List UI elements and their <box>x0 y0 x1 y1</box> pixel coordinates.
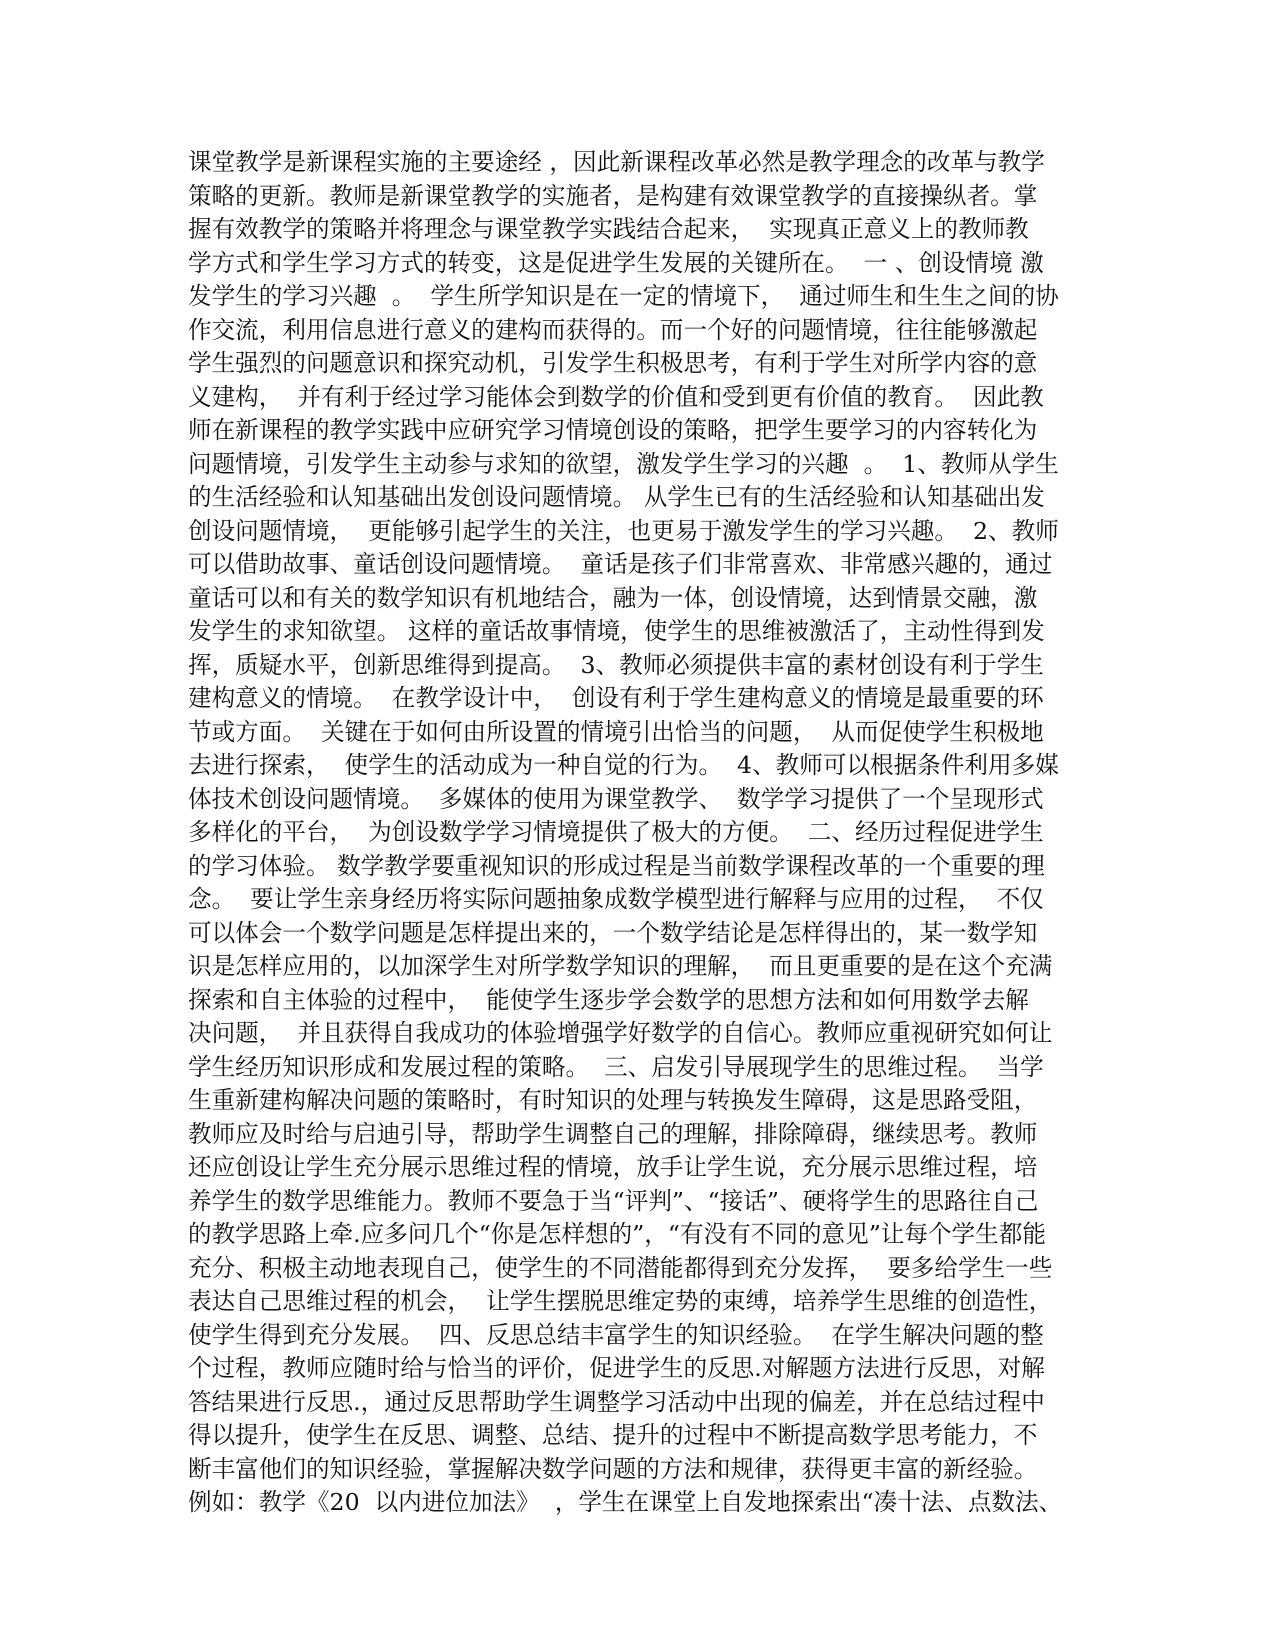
text-line: 策略的更新。教师是新课堂教学的实施者，是构建有效课堂教学的直接操纵者。掌 <box>188 181 1038 210</box>
text-line: 个过程，教师应随时给与恰当的评价，促进学生的反思.对解题方法进行反思，对解 <box>188 1354 1045 1382</box>
text-line: 生重新建构解决问题的策略时，有时知识的处理与转换发生障碍，这是思路受阻， <box>188 1086 1038 1114</box>
text-line: 体技术创设问题情境。 多媒体的使用为课堂教学、 数学学习提供了一个呈现形式 <box>188 784 1044 813</box>
text-line: 还应创设让学生充分展示思维过程的情境，放手让学生说，充分展示思维过程，培 <box>188 1153 1038 1181</box>
text-line: 作交流，利用信息进行意义的建构而获得的。而一个好的问题情境，往往能够激起 <box>188 315 1038 344</box>
text-line: 童话可以和有关的数学知识有机地结合，融为一体，创设情境，达到情景交融，激 <box>188 583 1038 612</box>
text-line: 学生经历知识形成和发展过程的策略。 三、启发引导展现学生的思维过程。 当学 <box>188 1052 1044 1081</box>
text-line: 探索和自主体验的过程中， 能使学生逐步学会数学的思想方法和如何用数学去解 <box>188 985 1029 1014</box>
text-line: 发学生的学习兴趣 。 学生所学知识是在一定的情境下， 通过师生和生生之间的协 <box>188 282 1059 310</box>
text-line: 握有效教学的策略并将理念与课堂教学实践结合起来， 实现真正意义上的教师教 <box>188 215 1029 243</box>
text-line: 建构意义的情境。 在教学设计中， 创设有利于学生建构意义的情境是最重要的环 <box>188 684 1044 712</box>
body-text <box>188 146 1088 1520</box>
text-line: 的教学思路上牵.应多问几个“你是怎样想的”，“有没有不同的意见”让每个学生都能 <box>188 1220 1046 1248</box>
text-line: 课堂教学是新课程实施的主要途经 ，因此新课程改革必然是教学理念的改革与教学 <box>188 148 1045 176</box>
text-line: 识是怎样应用的，以加深学生对所学数学知识的理解， 而且更重要的是在这个充满 <box>188 952 1053 980</box>
text-line: 去进行探索， 使学生的活动成为一种自觉的行为。 4、教师可以根据条件利用多媒 <box>188 751 1059 779</box>
text-line: 可以借助故事、童话创设问题情境。 童话是孩子们非常喜欢、非常感兴趣的，通过 <box>188 550 1053 578</box>
text-line: 学方式和学生学习方式的转变，这是促进学生发展的关键所在。 一 、创设情境 激 <box>188 248 1044 277</box>
text-line: 学生强烈的问题意识和探究动机，引发学生积极思考，有利于学生对所学内容的意 <box>188 349 1038 377</box>
text-line: 创设问题情境， 更能够引起学生的关注，也更易于激发学生的学习兴趣。 2、教师 <box>188 516 1059 545</box>
text-line: 答结果进行反思.，通过反思帮助学生调整学习活动中出现的偏差，并在总结过程中 <box>188 1387 1045 1416</box>
text-line: 充分、积极主动地表现自己，使学生的不同潜能都得到充分发挥， 要多给学生一些 <box>188 1253 1053 1282</box>
text-line: 发学生的求知欲望。 这样的童话故事情境，使学生的思维被激活了，主动性得到发 <box>188 617 1045 645</box>
text-line: 例如：教学《20 以内进位加法》 ，学生在课堂上自发地探索出“凑十法、点数法、 <box>188 1488 1063 1516</box>
text-line: 可以体会一个数学问题是怎样提出来的，一个数学结论是怎样得出的，某一数学知 <box>188 918 1038 947</box>
text-line: 使学生得到充分发展。 四、反思总结丰富学生的知识经验。 在学生解决问题的整 <box>188 1320 1044 1349</box>
text-line: 养学生的数学思维能力。教师不要急于当“评判”、“接话”、硬将学生的思路往自己 <box>188 1186 1039 1215</box>
text-line: 念。 要让学生亲身经历将实际问题抽象成数学模型进行解释与应用的过程， 不仅 <box>188 885 1044 913</box>
text-line: 断丰富他们的知识经验，掌握解决数学问题的方法和规律，获得更丰富的新经验。 <box>188 1454 1038 1483</box>
text-line: 表达自己思维过程的机会， 让学生摆脱思维定势的束缚，培养学生思维的创造性， <box>188 1287 1053 1315</box>
text-line: 义建构， 并有利于经过学习能体会到数学的价值和受到更有价值的教育。 因此教 <box>188 382 1044 411</box>
text-line: 决问题， 并且获得自我成功的体验增强学好数学的自信心。教师应重视研究如何让 <box>188 1019 1053 1047</box>
text-line: 节或方面。 关键在于如何由所设置的情境引出恰当的问题， 从而促使学生积极地 <box>188 717 1044 746</box>
text-line: 得以提升，使学生在反思、调整、总结、提升的过程中不断提高数学思考能力，不 <box>188 1421 1038 1449</box>
text-line: 多样化的平台， 为创设数学学习情境提供了极大的方便。 二、经历过程促进学生 <box>188 818 1044 846</box>
text-line: 挥，质疑水平，创新思维得到提高。 3、教师必须提供丰富的素材创设有利于学生 <box>188 650 1044 679</box>
text-line: 师在新课程的教学实践中应研究学习情境创设的策略，把学生要学习的内容转化为 <box>188 416 1038 444</box>
text-line: 教师应及时给与启迪引导，帮助学生调整自己的理解，排除障碍，继续思考。教师 <box>188 1119 1038 1148</box>
text-line: 的学习体验。 数学教学要重视知识的形成过程是当前数学课程改革的一个重要的理 <box>188 851 1045 880</box>
text-line: 的生活经验和认知基础出发创设问题情境。 从学生已有的生活经验和认知基础出发 <box>188 483 1045 511</box>
text-line: 问题情境，引发学生主动参与求知的欲望，激发学生学习的兴趣 。 1、教师从学生 <box>188 449 1059 478</box>
